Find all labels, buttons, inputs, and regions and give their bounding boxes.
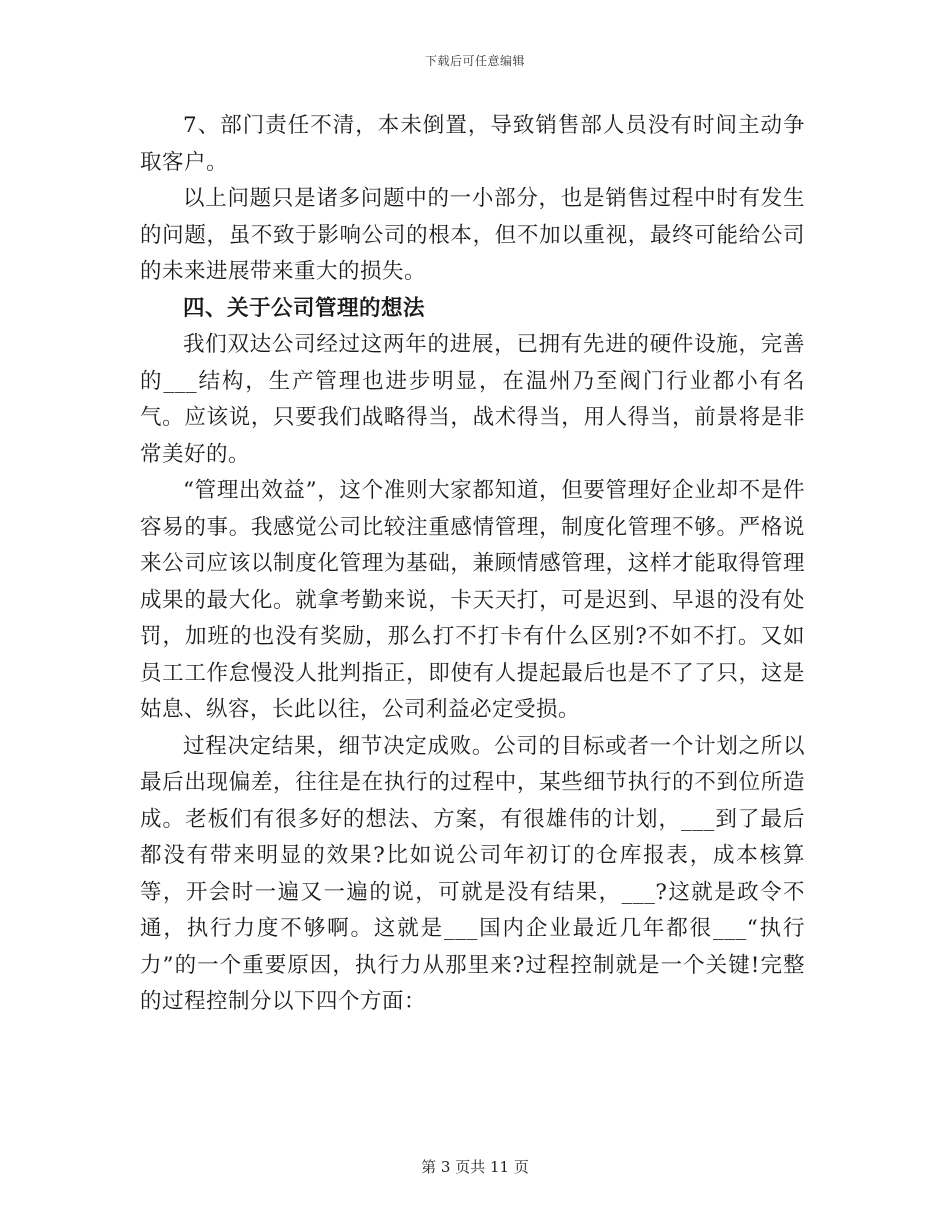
section-heading: 四、关于公司管理的想法	[183, 295, 426, 321]
paragraph-management-efficiency: “管理出效益”，这个准则大家都知道，但要管理好企业却不是件容易的事。我感觉公司比较注重感情管理，制度化管理不够。严格说来公司应该以制度化管理为基础，兼顾情感管理，这样才能取得管理成果的最大化。就拿考勤来说，卡天天打，可是迟到、早退的没有处罚，加班的也没有奖励，那么打不打卡有什么区别?不如不打。又如员工工作怠慢没人批判指正，即使有人提起最后也是不了了只，这是姑息、纵容，长此以往，公司利益必定受损。	[140, 478, 805, 722]
document-body	[140, 108, 805, 1021]
paragraph-company-outlook: 我们双达公司经过这两年的进展，已拥有先进的硬件设施，完善的___结构，生产管理也进步明显，在温州乃至阀门行业都小有名气。应该说，只要我们战略得当，战术得当，用人得当，前景将是非常美好的。	[140, 332, 805, 467]
paragraph-item-7: 7、部门责任不清，本未倒置，导致销售部人员没有时间主动争取客户。	[140, 113, 805, 175]
paragraph-process-control: 过程决定结果，细节决定成败。公司的目标或者一个计划之所以最后出现偏差，往往是在执行的过程中，某些细节执行的不到位所造成。老板们有很多好的想法、方案，有很雄伟的计划，___到了最后都没有带来明显的效果?比如说公司年初订的仓库报表，成本核算等，开会时一遍又一遍的说，可就是没有结果，___?这就是政令不通，执行力度不够啊。这就是___国内企业最近几年都很___“执行力”的一个重要原因，执行力从那里来?过程控制就是一个关键!完整的过程控制分以下四个方面：	[140, 733, 805, 1014]
page-header: 下载后可任意编辑	[424, 54, 525, 68]
page-footer: 第 3 页共 11 页	[421, 1158, 529, 1176]
paragraph-summary: 以上问题只是诸多问题中的一小部分，也是销售过程中时有发生的问题，虽不致于影响公司的根本，但不加以重视，最终可能给公司的未来进展带来重大的损失。	[140, 186, 805, 284]
